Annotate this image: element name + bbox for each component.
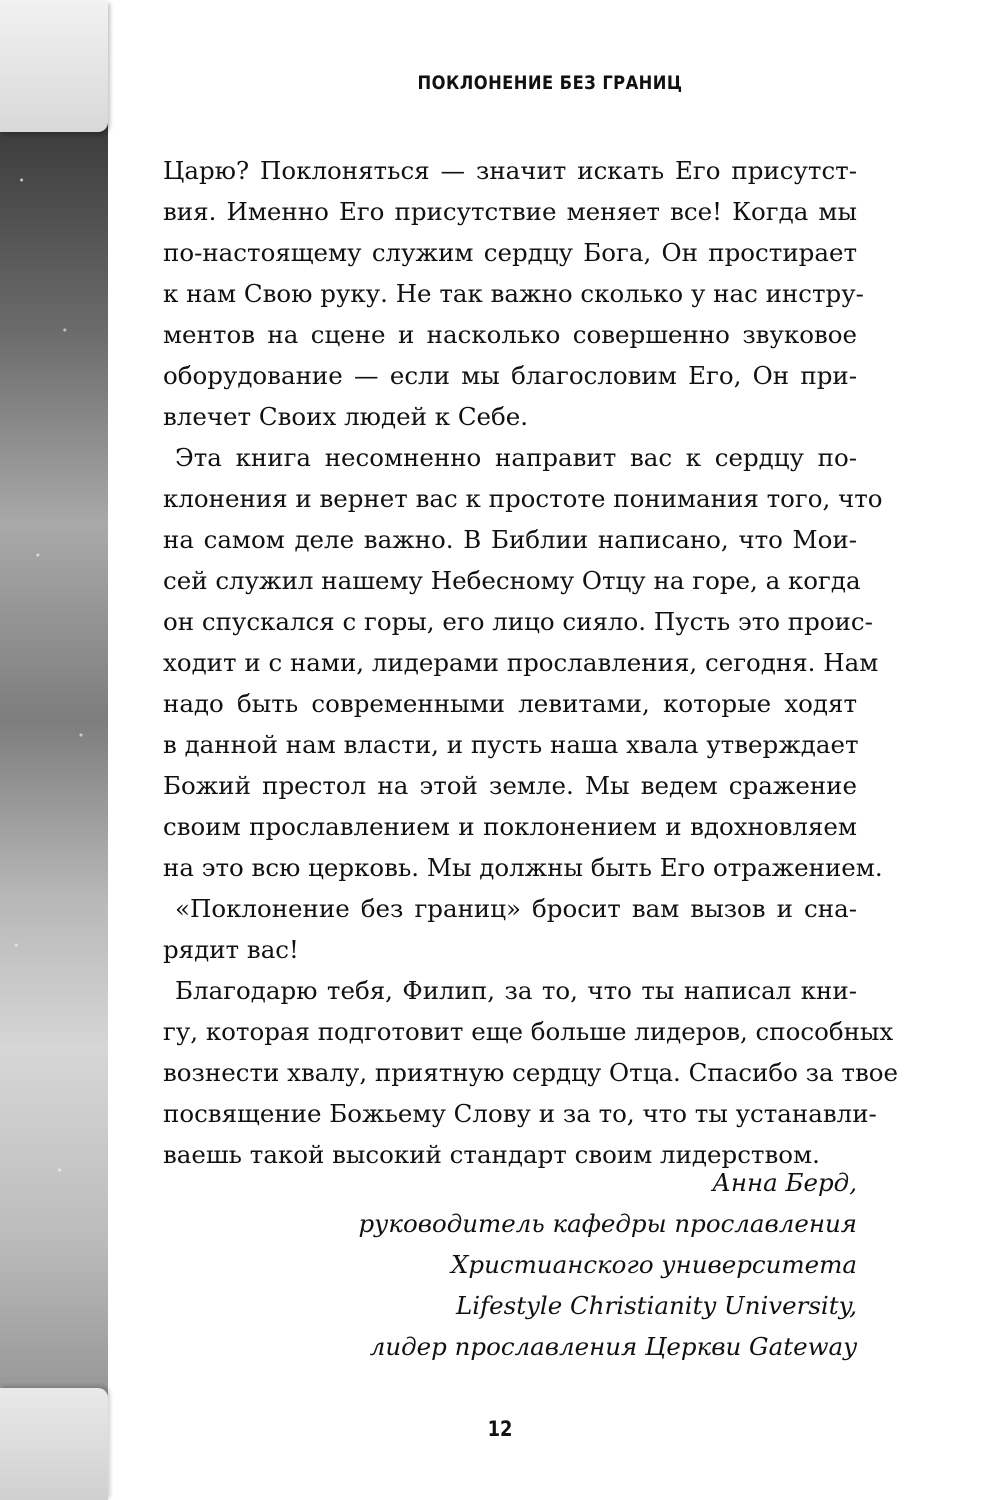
text-line: посвящение Божьему Слову и за то, что ты устанавли-	[163, 1099, 877, 1128]
paragraph-1	[163, 150, 864, 437]
text-line: Эта книга несомненно направит вас к сердцу по-	[175, 443, 857, 472]
text-line: Благодарю тебя, Филип, за то, что ты написал кни-	[175, 976, 857, 1005]
paragraph-3	[163, 888, 857, 970]
text-line: ходит и с нами, лидерами прославления, сегодня. Нам	[163, 648, 879, 677]
text-line: надо быть современными левитами, которые ходят	[163, 689, 857, 718]
text-line: к нам Свою руку. Не так важно сколько у нас инстру-	[163, 279, 864, 308]
text-line: вия. Именно Его присутствие меняет все! Когда мы	[163, 197, 857, 226]
text-line: оборудование — если мы благословим Его, Он при-	[163, 361, 857, 390]
text-line: клонения и вернет вас к простоте понимания того, что	[163, 484, 883, 513]
signature-line: Христианского университета	[450, 1250, 857, 1279]
text-line: «Поклонение без границ» бросит вам вызов и сна-	[175, 894, 857, 923]
text-line: Божий престол на этой земле. Мы ведем сражение	[163, 771, 857, 800]
text-line: рядит вас!	[163, 935, 299, 964]
text-line: Царю? Поклоняться — значит искать Его присутст-	[163, 156, 857, 185]
text-line: ментов на сцене и насколько совершенно звуковое	[163, 320, 857, 349]
text-line: он спускался с горы, его лицо сияло. Пусть это проис-	[163, 607, 873, 636]
text-line: в данной нам власти, и пусть наша хвала утверждает	[163, 730, 859, 759]
author-signature	[163, 1162, 857, 1367]
signature-line: лидер прославления Церкви Gateway	[369, 1332, 857, 1361]
text-line: своим прославлением и поклонением и вдохновляем	[163, 812, 857, 841]
decorative-top-tab	[0, 0, 108, 132]
text-line: на самом деле важно. В Библии написано, что Мои-	[163, 525, 857, 554]
decorative-bottom-tab	[0, 1388, 108, 1500]
paragraph-2	[163, 437, 883, 888]
running-title: ПОКЛОНЕНИЕ БЕЗ ГРАНИЦ	[417, 72, 683, 94]
signature-name: Анна Берд,	[712, 1168, 857, 1197]
signature-line: руководитель кафедры прославления	[358, 1209, 857, 1238]
text-line: на это всю церковь. Мы должны быть Его отражением.	[163, 853, 883, 882]
text-line: ваешь такой высокий стандарт своим лидерством.	[163, 1140, 820, 1169]
page-number: 12	[487, 1417, 513, 1441]
text-line: сей служил нашему Небесному Отцу на горе, а когда	[163, 566, 861, 595]
text-line: вознести хвалу, приятную сердцу Отца. Спасибо за твое	[163, 1058, 899, 1087]
text-line: влечет Своих людей к Себе.	[163, 402, 529, 431]
paragraph-4	[163, 970, 899, 1175]
body-text	[163, 150, 899, 1175]
text-line: по-настоящему служим сердцу Бога, Он простирает	[163, 238, 857, 267]
signature-line: Lifestyle Christianity University,	[455, 1291, 857, 1320]
text-line: гу, которая подготовит еще больше лидеров, способных	[163, 1017, 894, 1046]
decorative-side-strip	[0, 0, 108, 1500]
